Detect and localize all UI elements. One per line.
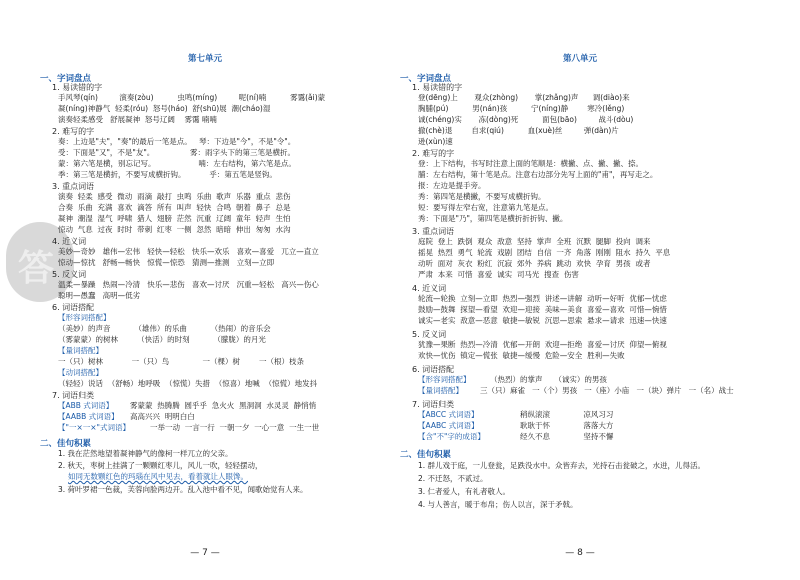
text-line: 秀：第四笔是横撇，不要写成横折钩。 [418,192,546,201]
tag-label: 【量词搭配】 [418,386,463,395]
text-line: 聪明—愚蠢 高明—低劣 [58,291,141,300]
left-page [18,0,370,580]
text-line: 诚(chéng)实 冻(dòng)死 面包(bāo) 战斗(dòu) [418,115,634,124]
text-line: 秀：下面是"乃"，第四笔是横折折折钩、撇。 [418,214,568,223]
text-line: 演奏 轻柔 感受 微动 雨滴 敲打 虫鸣 乐曲 歌声 乐器 重点 悲伤 [58,192,291,201]
subheading: 6. 词语搭配 [52,303,95,312]
section-heading: 一、字词盘点 [400,74,452,84]
text-line: 脯：左右结构，第十笔是点。注意右边部分先写上面的"甫"，再写走之。 [418,170,658,179]
text-line: 登：上下结构，书写时注意上面的笔顺是：横撇、点、撇、撇、捺。 [418,159,643,168]
text-line: 轮流—轮换 立刻—立即 热烈—强烈 讲述—讲解 动听—好听 优郁—忧虑 [418,294,667,303]
subheading: 2. 难写的字 [52,127,95,136]
text-line: 登(dēng)上 观众(zhòng) 掌(zhǎng)声 调(diào)来 [418,93,630,102]
text-line: 撤(chè)退 自求(qiú) 血(xuè)丝 弹(dàn)片 [418,126,619,135]
text-line: 庭院 登上 跌倒 观众 敌意 坚持 掌声 全班 沉默 腿脚 投向 调来 [418,237,651,246]
subheading: 4. 近义词 [52,237,87,246]
text-line: （美妙）的声音 （雄伟）的乐曲 （热闹）的音乐会 [58,324,271,333]
text-line: 犹豫—果断 热烈—冷清 优郁—开朗 欢迎—拒绝 喜爱—讨厌 仰望—俯视 [418,340,667,349]
right-page [400,0,760,580]
section-heading: 二、佳句积累 [400,450,452,460]
text-line: 严肃 本来 可惜 喜爱 诚实 司马光 搜查 伤害 [418,270,579,279]
text-line: 受：下面是"又"，不是"友"。 雾：雨字头下的第三笔是横折。 [58,148,296,157]
section-heading: 一、字词盘点 [40,74,92,84]
text-line: （雾蒙蒙）的树林 （快活）的时刻 （朦胧）的月光 [58,335,266,344]
tag-label: 【含"不"字的成语】 [418,432,485,441]
text-line: 1. 群儿戏于庭，一儿登瓮，足跌没水中。众皆弃去，光持石击瓮破之，水迸，儿得活。 [418,461,706,470]
text-line: 合奏 乐曲 充满 喜欢 滴答 所有 叫声 轻快 合鸣 朝着 鼻子 总是 [58,203,291,212]
text-line: 奏：上边是"夫"，"奏"的最后一笔是点。 琴：下边是"今"，不是"令"。 [58,137,296,146]
text-line: （轻轻）说话 （舒畅）地呼吸 （惊慌）失措 （惊喜）地喊 （惊慌）地发抖 [58,379,318,388]
text-line: 逊(xùn)速 [418,137,453,146]
tag-label: 【ABCC 式词语】 [418,410,479,419]
tag-label: 【形容词搭配】 [418,375,471,384]
text-line: 3. 仁者爱人，有礼者敬人。 [418,487,511,496]
text-line: 动听 面对 灰衣 粉红 沉寂 郊外 养病 跳动 欢快 孕育 男孩 或者 [418,259,651,268]
watermark-text: 答 [18,248,55,289]
text-line: 一举一动 一言一行 一朝一夕 一心一意 一生一世 [150,423,320,432]
text-line: 经久不息 坚持不懈 [520,432,614,441]
tag-label: 【AABC 式词语】 [418,421,479,430]
text-line: 2. 秋天，枣树上挂满了一颗颗红枣儿，风儿一吹，轻轻摆动， [58,461,263,470]
subheading: 7. 词语归类 [412,400,455,409]
text-line: 高高兴兴 明明白白 [130,412,195,421]
text-line: 惊动—惊扰 舒畅—畅快 惊慌—惊恐 猜测—推测 立刻—立即 [58,258,275,267]
subheading: 3. 重点词语 [52,182,95,191]
unit-title: 第七单元 [187,54,222,64]
text-line: 美妙—奇妙 雄伟—宏伟 轻快—轻松 快乐—欢乐 喜欢—喜爱 兀立—直立 [58,247,319,256]
text-line: 欢快—忧伤 镇定—慌张 敏捷—缓慢 危险—安全 胜利—失败 [418,351,625,360]
tag-label: 【"一×一×"式词语】 [58,423,130,432]
text-line: 雾蒙蒙 热腾腾 圆乎乎 急火火 黑洞洞 水灵灵 静悄悄 [130,401,317,410]
subheading: 4. 近义词 [412,284,447,293]
subheading: 1. 易读错的字 [412,83,463,92]
text-line: 演奏轻柔感受 舒展凝神 怒号辽阔 雾霭 喃喃 [58,115,217,124]
tag-label: 【ABB 式词语】 [58,401,114,410]
subheading: 2. 难写的字 [412,149,455,158]
text-line: 凝(níng)神静气 轻柔(róu) 怒号(háo) 舒(shū)展 潮(cháo)湿 [58,104,271,113]
subheading: 5. 反义词 [52,270,87,279]
text-line: 季：第三笔是横折，不要写成横折钩。 乎：第五笔是竖钩。 [58,170,277,179]
text-line: 胸脯(pú) 男(nán)孩 宁(níng)静 寒冷(lěng) [418,104,625,113]
tag-label: 【动词搭配】 [58,368,103,377]
text-line: 4. 与人善言，暖于布帛；伤人以言，深于矛戟。 [418,500,578,509]
subheading: 7. 词语归类 [52,391,95,400]
subheading: 1. 易读错的字 [52,83,103,92]
text-line: 凝神 潮湿 湿气 呼啸 猎人 翅膀 茫然 沉重 辽阔 童年 轻声 生怕 [58,214,291,223]
text-line: （热烈）的掌声 （诚实）的男孩 [490,375,607,384]
text-line: 温柔—暴躁 热闹—冷清 快乐—悲伤 喜欢—讨厌 沉重—轻松 高兴—伤心 [58,280,319,289]
subheading: 6. 词语搭配 [412,365,455,374]
unit-title: 第八单元 [562,54,597,64]
text-line: 2. 不迁怒，不贰过。 [418,474,488,483]
page-number: — 7 — [190,548,220,558]
text-line: 蒙：第六笔是横，别忘记写。 喃：左右结构，第六笔是点。 [58,159,296,168]
subheading: 3. 重点词语 [412,227,455,236]
text-line: 短：要写得左窄右宽，注意第九笔是点。 [418,203,553,212]
tag-label: 【形容词搭配】 [58,313,111,322]
text-line: 鼓励—鼓舞 探望—看望 欢迎—迎接 美味—美食 喜爱—喜欢 可惜—惋惜 [418,305,667,314]
text-line: 稍纵滚滚 凉风习习 [520,410,614,419]
highlight-text: 如同无数颗红色的玛瑙在风中见去，看着就让人眼馋。 [68,472,248,481]
text-line: 报：左边是提手旁。 [418,181,486,190]
page-number: — 8 — [565,548,595,558]
tag-label: 【AABB 式词语】 [58,412,119,421]
subheading: 5. 反义词 [412,330,447,339]
text-line: 3. 荷叶罗裙一色裁，芙蓉向脸两边开。乱入池中看不见，闻歌始觉有人来。 [58,485,308,494]
text-line: 耿耿于怀 落落大方 [520,421,614,430]
text-line: 手风琴(qín) 演奏(zòu) 虫鸣(míng) 呢(ní)喃 雾霭(ǎi)蒙 [58,93,326,102]
tag-label: 【量词搭配】 [58,346,103,355]
text-line: 摇晃 热烈 勇气 轮流 戏剧 团结 自信 一齐 角落 刚刚 阻水 持久 平息 [418,248,671,257]
text-line: 惊动 气息 过夜 时时 带刺 红枣 一侧 忽然 暗暗 伸出 匆匆 水沟 [58,225,291,234]
section-heading: 二、佳句积累 [40,439,92,449]
text-line: 诚实—老实 敌意—恶意 敏捷—敏锐 沉思—思索 悬求—请求 迅速—快速 [418,316,667,325]
text-line: 一（只）树林 一（只）鸟 一（棵）树 一（根）枝条 [58,357,305,366]
text-line: 三（只）麻雀 一（个）男孩 一（座）小庙 一（块）弹片 一（名）战士 [480,386,734,395]
text-line: 1. 我在茫然地望着凝神静气的像柯一样兀立的父亲。 [58,449,233,458]
